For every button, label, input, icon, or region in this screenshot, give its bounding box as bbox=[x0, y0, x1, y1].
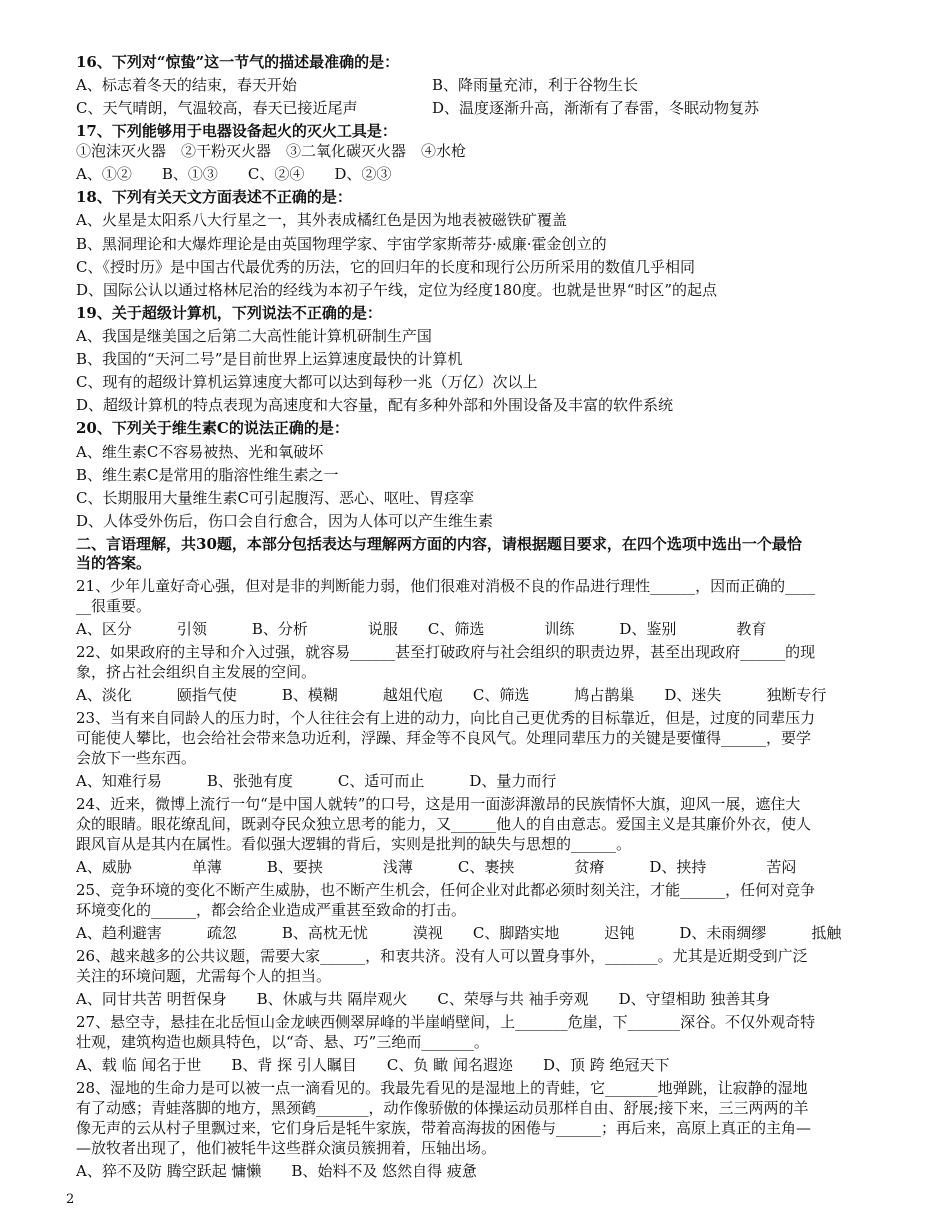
q28-options: A、猝不及防 腾空跃起 慵懒 B、始料不及 悠然自得 疲惫 bbox=[76, 1162, 477, 1180]
q21-options: A、区分 引领 B、分析 说服 C、筛选 训练 D、鉴别 教育 bbox=[76, 620, 767, 638]
question-28-stem-cont1: 有了动感；青蛙落脚的地方，黑颈鹤_______，动作像骄傲的体操运动员那样自由、舒展;接下来，三三两两的羊 bbox=[76, 1099, 809, 1117]
q23-options: A、知难行易 B、张弛有度 C、适可而止 D、量力而行 bbox=[76, 772, 557, 790]
question-26-stem-cont: 关注的环境问题，尤需每个人的担当。 bbox=[76, 967, 332, 985]
q20-option-c: C、长期服用大量维生素C可引起腹泻、恶心、呕吐、胃痉挛 bbox=[76, 489, 474, 507]
q19-option-a: A、我国是继美国之后第二大高性能计算机研制生产国 bbox=[76, 327, 432, 345]
question-18-stem: 18、下列有关天文方面表述不正确的是： bbox=[76, 188, 352, 206]
question-23-stem: 23、当有来自同龄人的压力时，个人往往会有上进的动力，向比自己更优秀的目标靠近，但是，过度的同辈压力 bbox=[76, 709, 816, 727]
q22-options: A、淡化 颐指气使 B、模糊 越俎代庖 C、筛选 鸠占鹊巢 D、迷失 独断专行 bbox=[76, 686, 827, 704]
question-23-stem-cont2: 会放下一些东西。 bbox=[76, 749, 197, 767]
q25-options: A、趋利避害 疏忽 B、高枕无忧 漠视 C、脚踏实地 迟钝 D、未雨绸缪 抵触 bbox=[76, 924, 842, 942]
question-28-stem: 28、湿地的生命力是可以被一点一滴看见的。我最先看见的是湿地上的青蛙，它_______地弹跳，让寂静的湿地 bbox=[76, 1079, 808, 1097]
question-24-stem-cont2: 跟风盲从是其内在属性。看似强大逻辑的背后，实则是批判的缺失与思想的______。 bbox=[76, 835, 632, 853]
question-21-stem: 21、少年儿童好奇心强，但对是非的判断能力弱，他们很难对消极不良的作品进行理性______，因而正确的____ bbox=[76, 577, 816, 595]
q18-option-b: B、黑洞理论和大爆炸理论是由英国物理学家、宇宙学家斯蒂芬·威廉·霍金创立的 bbox=[76, 235, 607, 253]
question-26-stem: 26、越来越多的公共议题，需要大家______，和衷共济。没有人可以置身事外，_______。尤其是近期受到广泛 bbox=[76, 947, 808, 965]
q17-items: ①泡沫灭火器 ②干粉灭火器 ③二氧化碳灭火器 ④水枪 bbox=[76, 142, 467, 160]
question-22-stem: 22、如果政府的主导和介入过强，就容易______甚至打破政府与社会组织的职责边界，甚至出现政府______的现 bbox=[76, 643, 816, 661]
q19-option-b: B、我国的“天河二号”是目前世界上运算速度最快的计算机 bbox=[76, 350, 463, 368]
question-19-stem: 19、关于超级计算机，下列说法不正确的是： bbox=[76, 304, 382, 322]
q18-option-c: C、《授时历》是中国古代最优秀的历法，它的回归年的长度和现行公历所采用的数值几乎相同 bbox=[76, 258, 695, 276]
question-27-stem-cont: 壮观，建筑构造也颇具特色，以“奇、悬、巧”三绝而_______。 bbox=[76, 1033, 489, 1051]
q20-option-d: D、人体受外伤后，伤口会自行愈合，因为人体可以产生维生素 bbox=[76, 512, 494, 530]
q24-options: A、威胁 单薄 B、要挟 浅薄 C、裹挟 贫瘠 D、挟持 苦闷 bbox=[76, 858, 797, 876]
q26-options: A、同甘共苦 明哲保身 B、休戚与共 隔岸观火 C、荣辱与共 袖手旁观 D、守望相助 独善其身 bbox=[76, 990, 771, 1008]
q16-option-c: C、天气晴朗，气温较高，春天已接近尾声 bbox=[76, 99, 358, 117]
q19-option-d: D、超级计算机的特点表现为高速度和大容量，配有多种外部和外围设备及丰富的软件系统 bbox=[76, 396, 674, 414]
question-25-stem: 25、竞争环境的变化不断产生威胁，也不断产生机会，任何企业对此都必须时刻关注，才能______，任何对竞争 bbox=[76, 881, 816, 899]
page-number: 2 bbox=[66, 1192, 75, 1207]
question-28-stem-cont2: 像无声的云从村子里飘过来，它们身后是牦牛家族，带着高海拔的困倦与______；再后来，高原上真正的主角— bbox=[76, 1119, 812, 1137]
question-28-stem-cont3: —放牧者出现了，他们被牦牛这些群众演员簇拥着，压轴出场。 bbox=[76, 1139, 497, 1157]
q18-option-a: A、火星是太阳系八大行星之一，其外表成橘红色是因为地表被磁铁矿覆盖 bbox=[76, 211, 567, 229]
section-2-heading-cont: 当的答案。 bbox=[76, 554, 152, 572]
question-21-stem-cont: __很重要。 bbox=[76, 597, 152, 615]
q19-option-c: C、现有的超级计算机运算速度大都可以达到每秒一兆（万亿）次以上 bbox=[76, 373, 538, 391]
q17-options: A、①② B、①③ C、②④ D、②③ bbox=[76, 165, 392, 183]
question-22-stem-cont: 象，挤占社会组织自主发展的空间。 bbox=[76, 663, 317, 681]
q18-option-d: D、国际公认以通过格林尼治的经线为本初子午线，定位为经度180度。也就是世界“时区”的起点 bbox=[76, 281, 717, 299]
q16-option-a: A、标志着冬天的结束，春天开始 bbox=[76, 76, 297, 94]
question-16-stem: 16、下列对“惊蛰”这一节气的描述最准确的是： bbox=[76, 53, 400, 71]
question-24-stem: 24、近来，微博上流行一句“是中国人就转”的口号，这是用一面澎湃激昂的民族情怀大旗，迎风一展，遮住大 bbox=[76, 795, 801, 813]
question-25-stem-cont: 环境变化的______，都会给企业造成严重甚至致命的打击。 bbox=[76, 901, 467, 919]
question-24-stem-cont1: 众的眼睛。眼花缭乱间，既剥夺民众独立思考的能力，又______他人的自由意志。爱国主义是其廉价外衣，使人 bbox=[76, 815, 812, 833]
q20-option-a: A、维生素C不容易被热、光和氧破坏 bbox=[76, 443, 324, 461]
q16-option-d: D、温度逐渐升高，渐渐有了春雷，冬眠动物复苏 bbox=[432, 99, 760, 117]
section-2-heading: 二、言语理解，共30题，本部分包括表达与理解两方面的内容，请根据题目要求，在四个选项中选出一个最恰 bbox=[76, 535, 802, 553]
q20-option-b: B、维生素C是常用的脂溶性维生素之一 bbox=[76, 466, 339, 484]
q27-options: A、载 临 闻名于世 B、背 探 引人瞩目 C、负 瞰 闻名遐迩 D、顶 跨 绝冠天下 bbox=[76, 1056, 670, 1074]
question-17-stem: 17、下列能够用于电器设备起火的灭火工具是： bbox=[76, 122, 397, 140]
question-27-stem: 27、悬空寺，悬挂在北岳恒山金龙峡西侧翠屏峰的半崖峭壁间，上_______危崖，下_______深谷。不仅外观奇特 bbox=[76, 1013, 816, 1031]
question-20-stem: 20、下列关于维生素C的说法正确的是： bbox=[76, 419, 349, 437]
q16-option-b: B、降雨量充沛，利于谷物生长 bbox=[432, 76, 639, 94]
question-23-stem-cont1: 可能使人攀比，也会给社会带来急功近利，浮躁、拜金等不良风气。处理同辈压力的关键是要懂得______，要学 bbox=[76, 729, 812, 747]
